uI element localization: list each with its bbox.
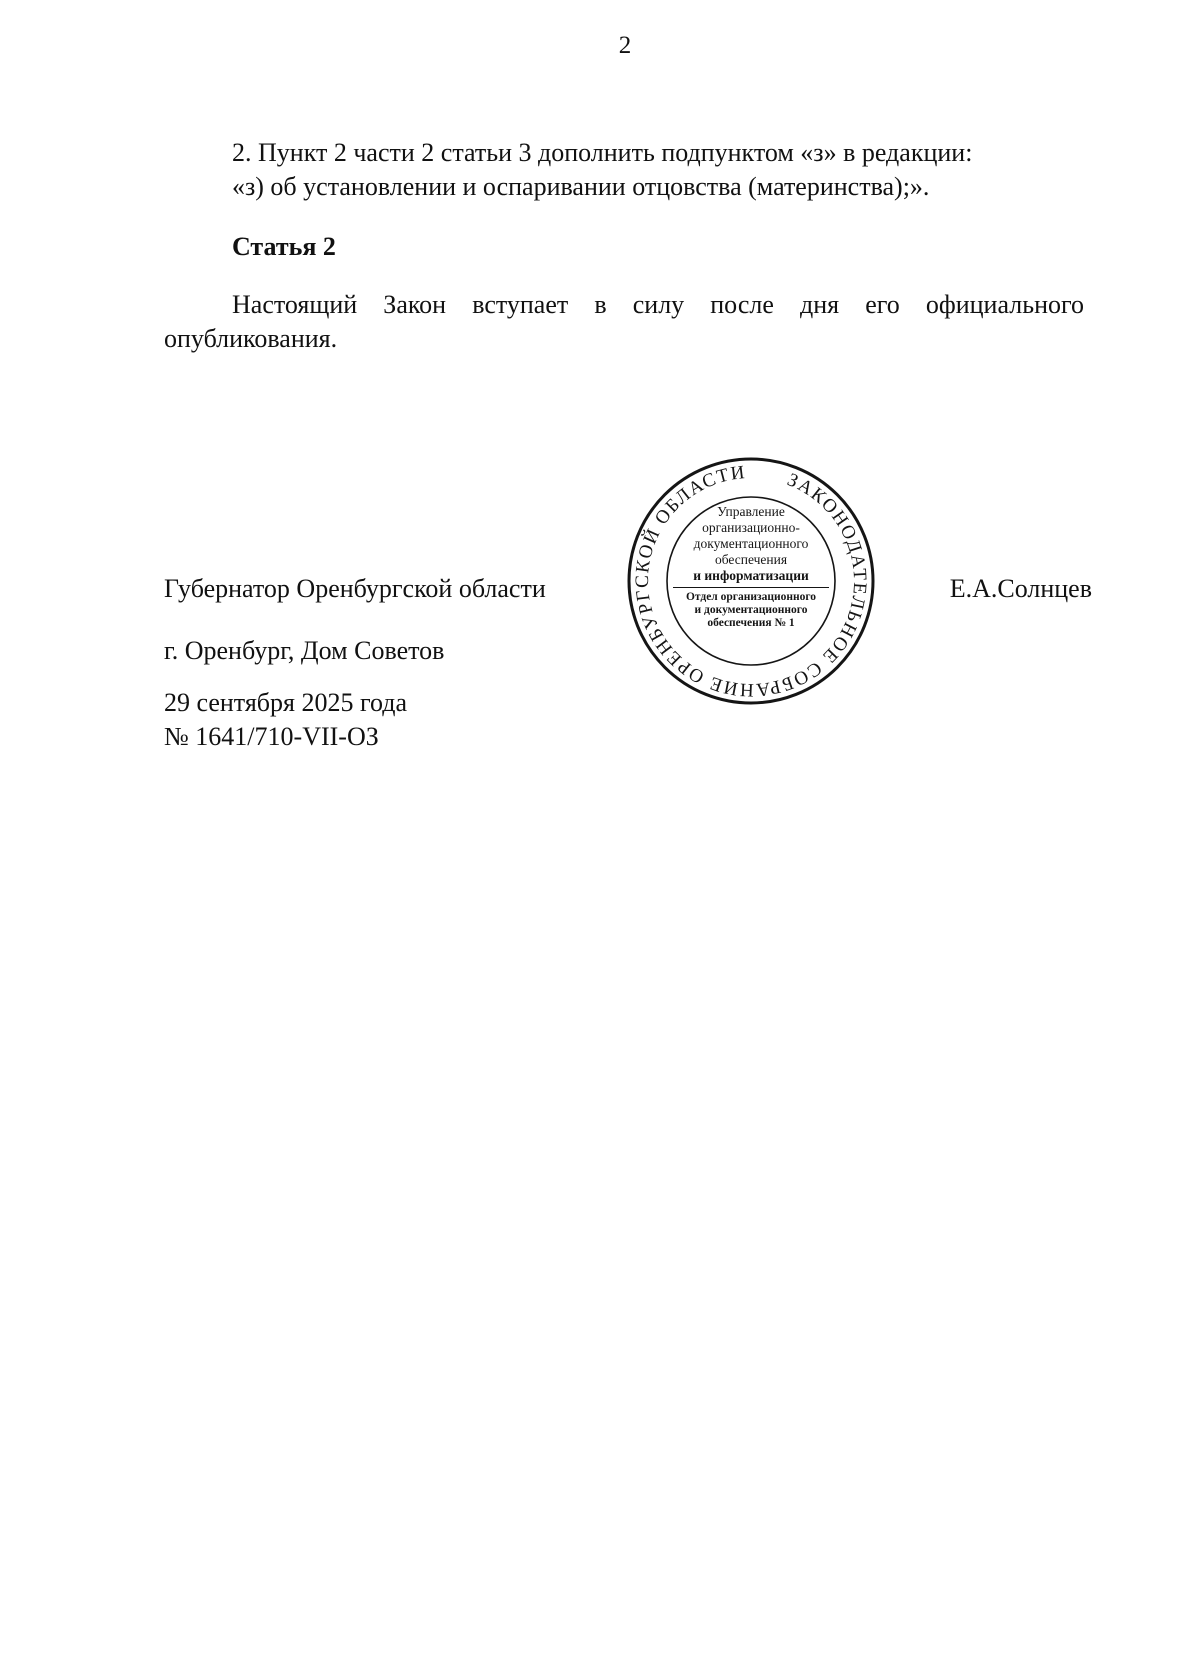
signing-date: 29 сентября 2025 года — [164, 688, 408, 717]
amendment-line-1: 2. Пункт 2 части 2 статьи 3 дополнить подпунктом «з» в редакции: — [232, 138, 973, 167]
seal-section-line: обеспечения № 1 — [707, 617, 795, 629]
seal-dept-line: и информатизации — [693, 568, 809, 583]
seal-dept-line: обеспечения — [714, 552, 788, 567]
article-2-text-line-2: опубликования. — [164, 324, 338, 353]
page-number: 2 — [618, 32, 632, 59]
signing-place: г. Оренбург, Дом Советов — [164, 636, 445, 665]
law-number: № 1641/710-VII-ОЗ — [164, 722, 379, 751]
signatory-position: Губернатор Оренбургской области — [164, 574, 546, 603]
seal-dept-line: документационного — [693, 536, 809, 551]
seal-department — [671, 504, 831, 584]
seal-center — [671, 504, 831, 630]
official-seal — [626, 456, 876, 706]
seal-dept-line: организационно- — [702, 520, 800, 535]
seal-section-line: и документационного — [694, 604, 808, 616]
article-2-text — [164, 288, 1084, 356]
seal-section-line: Отдел организационного — [685, 591, 817, 603]
seal-divider — [673, 587, 829, 588]
seal-dept-line: Управление — [717, 504, 785, 519]
article-2-heading: Статья 2 — [232, 232, 336, 261]
signatory-name: Е.А.Солнцев — [949, 574, 1092, 603]
seal-ring-text: ЗАКОНОДАТЕЛЬНОЕ СОБРАНИЕ ОРЕНБУРГСКОЙ ОБЛАСТИ — [631, 461, 871, 701]
seal-section — [671, 591, 831, 630]
amendment-line-2: «з) об установлении и оспаривании отцовства (материнства);». — [232, 172, 930, 201]
article-2-text-line-1: Настоящий Закон вступает в силу после дня его официального — [232, 290, 1084, 319]
